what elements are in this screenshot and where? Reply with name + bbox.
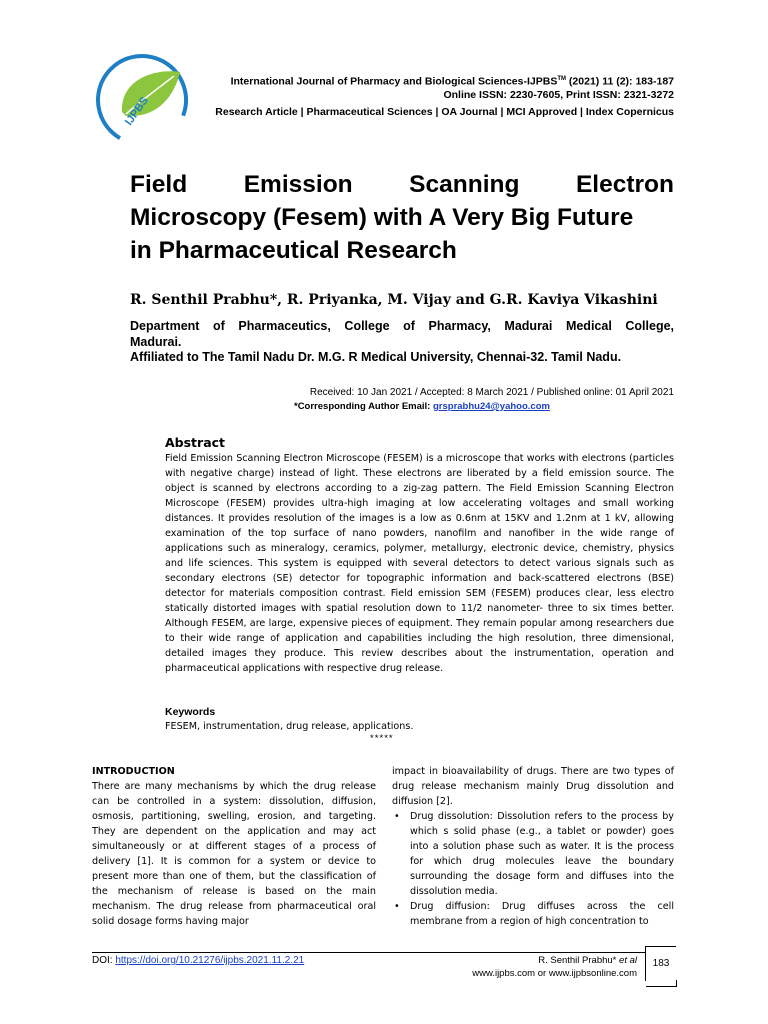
title-line-2: Microscopy (Fesem) with A Very Big Future [130,204,634,231]
doi-link[interactable]: https://doi.org/10.21276/ijpbs.2021.11.2.21 [115,955,305,966]
page-number: 183 [652,958,670,969]
introduction-heading: INTRODUCTION [92,766,175,777]
affiliation-line-1: Department of Pharmaceutics, College of Pharmacy, Madurai Medical College, [130,319,674,333]
footer-author: R. Senthil Prabhu* et al [538,955,637,966]
affiliation-line-2: Madurai. [130,334,182,349]
page-number-box-shadow [646,980,677,987]
affiliation-line-3: Affiliated to The Tamil Nadu Dr. M.G. R Medical University, Chennai-32. Tamil Nadu. [130,350,622,364]
bullet-icon: • [394,811,400,822]
authors: R. Senthil Prabhu*, R. Priyanka, M. Vijay and G.R. Kaviya Vikashini [130,292,658,308]
paper-title [130,168,674,267]
abstract-heading: Abstract [165,435,226,450]
keywords-heading: Keywords [165,706,216,718]
bullet-icon: • [394,901,400,912]
introduction-paragraph: There are many mechanisms by which the drug release can be controlled in a system: dissolution, diffusion, osmosis, partitioning, swelling, erosion, and targeting. They are dependent on the application and may act simultaneously or at different stages of a process of delivery [1]. It is common for a system or device to present more than one of them, but the classification of the mechanism of release is based on the main mechanism. The drug release from pharmaceutical oral solid dosage forms having major [92,781,376,927]
publication-dates: Received: 10 Jan 2021 / Accepted: 8 March 2021 / Published online: 01 April 2021 [309,387,674,398]
journal-logo [92,50,192,150]
footer-websites: www.ijpbs.com or www.ijpbsonline.com [472,968,637,979]
category-line: Research Article | Pharmaceutical Sciences | OA Journal | MCI Approved | Index Copernicus [215,106,674,118]
issn-line: Online ISSN: 2230-7605, Print ISSN: 2321-3272 [443,89,674,101]
list-item: • Drug dissolution: Dissolution refers to the process by which s solid phase (e.g., a tablet or powder) goes into a solution phase such as water. It is the process for which drug molecules leave the boundary surrounding the dosage form and diffuses into the dissolution media. [394,811,674,897]
footer-divider [92,952,645,953]
introduction-paragraph-continued: impact in bioavailability of drugs. There are two types of drug release mechanism mainly Drug dissolution and diffusion [2]. [392,766,674,807]
column-left [92,764,376,929]
doi: DOI: https://doi.org/10.21276/ijpbs.2021.11.2.21 [92,955,305,966]
logo-text: IJPBS [122,94,151,128]
author-email-link[interactable]: grsprabhu24@yahoo.com [432,401,550,412]
affiliation [130,319,674,366]
list-item: • Drug diffusion: Drug diffuses across the cell membrane from a region of high concentration to [394,901,674,927]
title-line-1: Field Emission Scanning Electron [130,171,674,198]
title-line-3: in Pharmaceutical Research [130,237,457,264]
journal-line: International Journal of Pharmacy and Biological Sciences-IJPBS™ (2021) 11 (2): 183-187 [230,75,674,88]
column-right [392,764,674,929]
abstract-body: Field Emission Scanning Electron Microscope (FESEM) is a microscope that works with electrons (particles with negative charge) instead of light. These electrons are liberated by a field emission source. The object is scanned by electrons according to a zig-zag pattern. The Field Emission Scanning Electron Microscope (FESEM) provides ultra-high imaging at low accelerating voltages and small working distances. It provides resolution of the images is a low as 0.6nm at 15KV and 1.2nm at 1 kV, allowing examination of the top surface of nano powders, nanofilm and nanofiber in the wide range of applications such as mineralogy, ceramics, polymer, metallurgy, electronic device, chemistry, physics and life sciences. This system is equipped with several detectors to detect various signals such as secondary electrons (SE) detector for topographic information and back-scattered electrons (BSE) detector for materials composition contrast. Field emission SEM (FESEM) produces clear, less electro statically distorted images with spatial resolution down to 11/2 nanometer- three to six times better. Although FESEM, are large, expensive pieces of equipment. They remain popular among researchers due to their wide range of application and capabilities including the high resolution, three dimensional, detailed images they produce. This review describes about the instrumentation, operation and pharmaceutical applications with respective drug release. [165,453,674,674]
mechanism-list [392,809,674,929]
section-separator: ***** [370,733,394,744]
corresponding-author: *Corresponding Author Email: grsprabhu24@yahoo.com [294,401,550,412]
keywords-body: FESEM, instrumentation, drug release, applications. [165,721,414,732]
